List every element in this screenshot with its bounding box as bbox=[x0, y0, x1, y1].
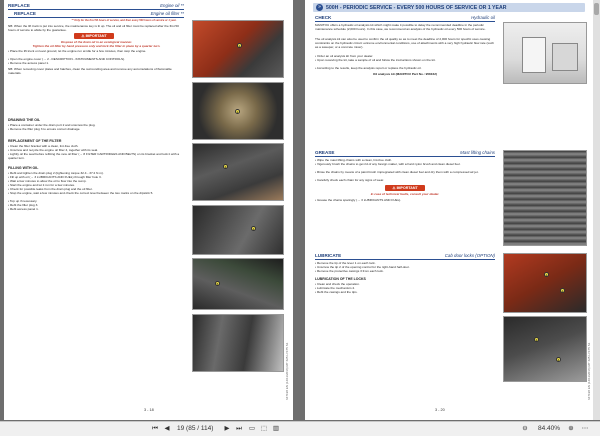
paragraph: The oil analysis kit can also be used to confirm the oil quality so as to meet the deadline of 2,000 hours for specific uses causing constraints on the hydraulic circuit: extreme environmental conditions, use of attachments with a very high hydraulic flow rate (such as a sweeper, or a concrete mixer). bbox=[315, 37, 495, 50]
dipstick-photo bbox=[192, 258, 284, 310]
bullet: • Open the engine cover (→ 2 - DESCRIPTION - INSTRUMENTS AND CONTROLS). bbox=[8, 57, 125, 61]
service-note: ** Only for the first 50 hours of service, and then every 500 hours of service or 1 year. bbox=[71, 19, 177, 22]
prev-page-icon[interactable]: ◀ bbox=[164, 425, 170, 432]
callout-5: 5 bbox=[216, 282, 219, 286]
viewer-toolbar bbox=[0, 421, 600, 436]
bullet: • Vigorously brush the chains to get rid of any foreign matter, with a hard nylon brush and clean diesel fuel. bbox=[315, 162, 461, 166]
danger-line-2: Tighten the oil filter by hand pressure only and lock the filter in place by a quarter turn. bbox=[32, 44, 161, 48]
section-title: LUBRICATE bbox=[315, 253, 342, 258]
callout-3: 3 bbox=[535, 338, 538, 342]
bullet: • Remove the protective casings 3 from each lock. bbox=[315, 269, 384, 273]
bullet: • Place the lift truck on level ground, let the engine run at idle for a few minutes, then stop the engine. bbox=[8, 49, 147, 53]
chevron-circle-icon: » bbox=[316, 4, 323, 11]
heading-rule bbox=[8, 17, 184, 18]
filler-plug-photo bbox=[192, 143, 284, 201]
banner-title: 500H - PERIODIC SERVICE - EVERY 500 HOURS OF SERVICE OR 1 YEAR bbox=[326, 4, 507, 11]
section-title: REPLACE bbox=[8, 3, 30, 8]
right-page bbox=[305, 0, 594, 420]
bullet: • Remove the access panel 1. bbox=[8, 61, 49, 65]
heading-rule bbox=[8, 9, 184, 10]
bullet: • Start the engine and let it run for a few minutes. bbox=[8, 183, 75, 187]
section-subject: Hydraulic oil bbox=[471, 15, 495, 20]
important-text: IMPORTANT bbox=[396, 186, 418, 190]
page-number: 3 - 20 bbox=[435, 408, 445, 412]
bullet: • Place a container under the drain port 2 and unscrew the plug. bbox=[8, 123, 96, 127]
two-page-view-icon[interactable]: ▥ bbox=[272, 425, 280, 432]
important-label bbox=[74, 33, 114, 39]
kit-bottle bbox=[522, 37, 546, 73]
oil-analysis-kit-photo bbox=[503, 22, 587, 84]
nb-note-2: NB: When removing cover plates and hatches, clean the surrounding area and remove any accumulations of flammable materials. bbox=[8, 67, 172, 76]
bullet: • Refit the filler plug 3. bbox=[8, 203, 39, 207]
kit-reference: Oil analysis kit (MANITOU Part No.: 958162) bbox=[373, 72, 437, 76]
callout-3: 3 bbox=[224, 165, 227, 169]
zoom-level[interactable]: 84.40% bbox=[537, 425, 561, 432]
lock-mechanism-photo bbox=[503, 316, 587, 382]
bullet: • Unscrew and recycle the engine oil filter 4, together with its seal. bbox=[8, 148, 98, 152]
heading-rule bbox=[315, 21, 495, 22]
callout-2: 2 bbox=[236, 110, 239, 114]
door-lock-photo bbox=[503, 253, 587, 313]
bullet: • Clean and check the operation. bbox=[315, 282, 360, 286]
danger-line-1: Dispose of the drain oil in an ecological manner. bbox=[61, 40, 132, 44]
danger-line: In case of technical faults, consult your dealer. bbox=[370, 192, 440, 196]
section-title-2: REPLACE bbox=[14, 11, 36, 16]
more-options-icon[interactable]: ⋯ bbox=[581, 425, 589, 432]
paragraph: MANITOU offers a hydraulic oil analysis kit which might make it possible to delay the recommended deadline in the periodic maintenance schedule (2,000 hours). In this case, we recommend an analysis of the hydraulic oil every 500 hours of service. bbox=[315, 23, 486, 32]
subsection-title: LUBRICATION OF THE LOCKS bbox=[315, 277, 366, 281]
bullet: • According to the results, keep the analysis report or replace the hydraulic oil. bbox=[315, 66, 422, 70]
bullet: • Upon receiving the kit, take a sample of oil and follow the instructions shown on the kit. bbox=[315, 58, 436, 62]
important-text: IMPORTANT bbox=[85, 34, 107, 38]
page-number: 3 - 18 bbox=[144, 408, 154, 412]
section-subject: Cab door locks (OPTION) bbox=[444, 253, 495, 258]
last-page-icon[interactable]: ⏭ bbox=[236, 425, 242, 432]
subsection-title: DRAINING THE OIL bbox=[8, 118, 41, 122]
callout-2: 2 bbox=[561, 289, 564, 293]
dipstick-level-photo bbox=[192, 314, 284, 372]
callout-1: 1 bbox=[545, 273, 548, 277]
bullet: • Carefully check each chain for any signs of wear. bbox=[315, 178, 385, 182]
section-title: GREASE bbox=[315, 150, 335, 155]
bullet: • Refit the casings and the tips. bbox=[315, 290, 358, 294]
bullet: • Top up if necessary. bbox=[8, 199, 38, 203]
bullet: • Refit access panel 1. bbox=[8, 207, 39, 211]
engine-cover-photo bbox=[192, 20, 284, 78]
nb-note: NB: When the lift truck is put into service, the maintenance key is lit up. The oil and oil filter must be replaced after the first 50 hours of service to abide by the guarantee. bbox=[8, 24, 179, 33]
zoom-out-icon[interactable]: ⊖ bbox=[522, 425, 528, 432]
bullet: • Wipe the mast lifting chains with a clean, lint-free cloth. bbox=[315, 158, 393, 162]
warning-icon: ⚠ bbox=[81, 34, 85, 38]
document-code: 647198 EN (14/11/2016) MT 625 H ST5 S1 bbox=[587, 342, 591, 400]
subsection-title: FILLING WITH OIL bbox=[8, 166, 39, 170]
lifting-chain-photo bbox=[503, 150, 587, 246]
page-indicator[interactable]: 19 (85 / 114) bbox=[177, 425, 214, 432]
important-label bbox=[385, 185, 425, 191]
bullet: • Clean the filter bracket with a clean, lint-free cloth. bbox=[8, 144, 79, 148]
heading-rule bbox=[315, 259, 495, 260]
bullet: • Rinse the chains by means of a paint brush impregnated with clean diesel fuel and dry them with a compressed air jet. bbox=[315, 170, 479, 174]
left-page bbox=[4, 0, 293, 420]
fit-page-icon[interactable]: ⬚ bbox=[260, 425, 268, 432]
sidebar-toggle-icon[interactable]: ▭ bbox=[248, 425, 256, 432]
bullet: • Stop the engine, wait a few minutes and check the correct level between the two marks on the dipstick 5. bbox=[8, 191, 154, 195]
warning-icon: ⚠ bbox=[392, 186, 396, 190]
next-page-icon[interactable]: ▶ bbox=[224, 425, 230, 432]
vertical-scrollbar[interactable] bbox=[593, 0, 600, 420]
bullet: • Lubricate the mechanism 4. bbox=[315, 286, 355, 290]
subsection-title: REPLACEMENT OF THE FILTER bbox=[8, 139, 62, 143]
zoom-in-icon[interactable]: ⊕ bbox=[568, 425, 574, 432]
service-banner bbox=[313, 3, 585, 12]
callout-4: 4 bbox=[252, 227, 255, 231]
bullet: • Fill up with oil (→ 3 LUBRICANTS AND FUEL) through filler hole 3. bbox=[8, 175, 102, 179]
callout-1: 1 bbox=[238, 44, 241, 48]
heading-rule bbox=[315, 156, 495, 157]
bullet: • Refit and tighten the drain plug 2 (tightening torque 32.4 - 37.2 N.m). bbox=[8, 171, 104, 175]
section-subject-2: Engine oil filter ** bbox=[150, 11, 184, 16]
section-subject: Mast lifting chains bbox=[460, 150, 495, 155]
bullet: • Wait a few minutes to allow the oil to flow into the sump. bbox=[8, 179, 87, 183]
scrollbar-thumb[interactable] bbox=[594, 3, 599, 15]
drain-plug-photo bbox=[192, 82, 284, 140]
oil-filter-photo bbox=[192, 205, 284, 255]
document-code: 647198 EN (14/11/2016) MT 625 H ST5 S1 bbox=[285, 342, 289, 400]
section-title: CHECK bbox=[315, 15, 332, 20]
section-subject: Engine oil ** bbox=[160, 3, 184, 8]
kit-box bbox=[552, 43, 578, 71]
first-page-icon[interactable]: ⏮ bbox=[152, 425, 158, 432]
bullet: • Grease the chains sparingly (→ 3 LUBRICANTS AND FUEL). bbox=[315, 198, 402, 202]
bullet: • Lightly oil the seal before refitting the new oil filter (→ 8 FILTER CARTRIDGES AND BELTS) on its bracket and lock it with a quarter turn. bbox=[8, 152, 180, 161]
bullet: • Order an oil analysis kit from your dealer. bbox=[315, 54, 374, 58]
callout-4: 4 bbox=[557, 358, 560, 362]
bullet: • Check for possible leaks from the drain plug and the oil filter. bbox=[8, 187, 93, 191]
bullet: • Remove the tip of the lever 1 on each lock. bbox=[315, 261, 376, 265]
bullet: • Unscrew the tip 2 of the opening control for the right-hand half-door. bbox=[315, 265, 410, 269]
bullet: • Remove the filler plug 3 to ensure correct drainage. bbox=[8, 127, 81, 131]
